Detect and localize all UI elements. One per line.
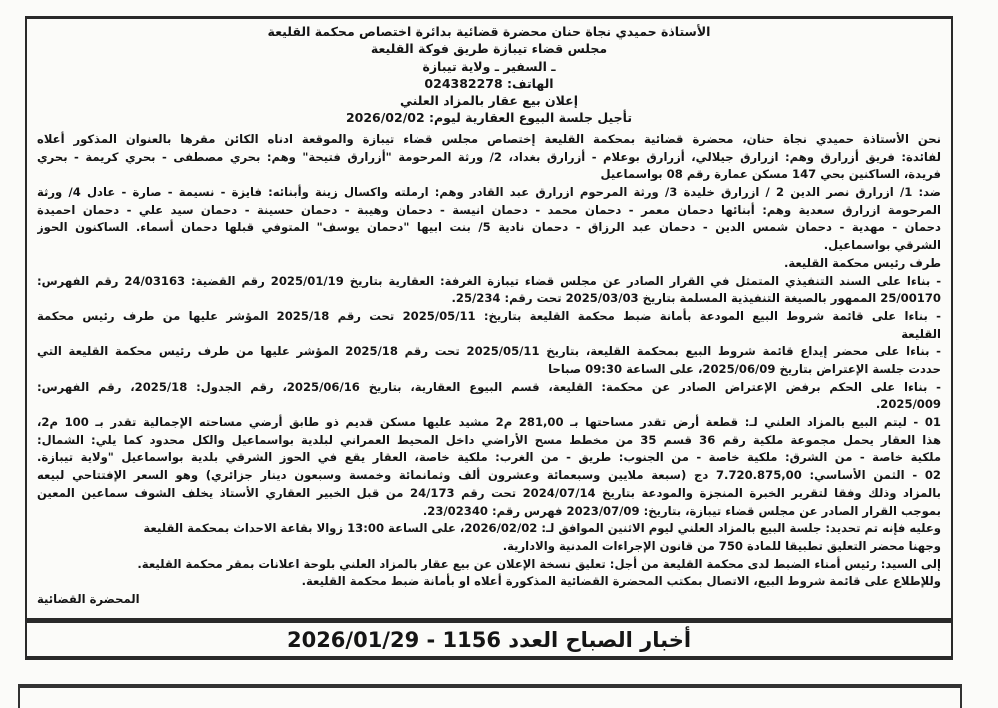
body-line: - بناءا على الحكم برفض الإعتراض الصادر عن محكمة: القليعة، قسم البيوع العقارية، بتاريخ 2025/06/16، رقم الجدول: 2025/18، رقم الفهرس: [37,379,941,394]
notice-header [27,23,951,127]
body-line: المرحومة ازرارق سعدية وهم: أبنائها دحمان معمر - دحمان محمد - دحمان انيسة - دحمان وهيبة - دحمان حسينة - دحمان سيد علي - دحمان احميدة [37,202,941,217]
body-line: بالمزاد وذلك وفقا لتقرير الخبرة المنجزة والمودعة بتاريخ 2024/07/14 تحت رقم 24/173 من قبل الخبير العقاري الأستاذ يخلف الشوف سماعين المعين [37,485,941,500]
body-line: 02 - الثمن الأساسي: 7.720.875,00 دج (سبعة ملايين وسبعمائة وعشرون ألف وثمانمائة وخمسة وسبعون دينار جزائري) وهو السعر الإفتتاحي لبيعه [37,468,941,483]
body-line: نحن الأستاذة حميدي نجاة حنان، محضرة قضائية بمحكمة القليعة إختصاص مجلس قضاء تيبازة والموقعة ادناه الكائن مقرها بالعنوان المذكور أعلاه [37,132,941,146]
body-line: 25/00170 الممهور بالصيغة التنفيذية المسلمة بتاريخ 2025/03/03 تحت رقم: 25/234. [451,291,941,306]
notice-subtitle: تأجيل جلسة البيوع العقارية ليوم: 2026/02/02 [345,110,633,126]
header-line: ـ السفير ـ ولاية تيبازة [422,58,556,74]
notice-title: إعلان بيع عقار بالمزاد العلني [400,93,578,109]
notice-body [37,131,941,609]
body-line: 01 - ليتم البيع بالمزاد العلني لـ: قطعة أرض تقدر مساحتها بـ 281,00 م2 مشيد عليها مسكن قديم ذو طابق أرضي مساحته الإجمالية تقدر بـ 100 م2، [37,415,941,430]
body-line: القليعة [901,326,941,341]
body-line: - بناءا على محضر إيداع قائمة شروط البيع بمحكمة القليعة، بتاريخ 2025/05/11 تحت رقم 2025/18 المؤشر عليها من طرف رئيس محكمة القليعة التي [37,344,941,359]
body-line: - بناءا على قائمة شروط البيع المودعة بأمانة ضبط محكمة القليعة بتاريخ: 2025/05/11 تحت رقم 2025/18 المؤشر عليها من طرف رئيس محكمة [37,308,941,323]
header-line: الهاتف: 024382278 [424,75,554,91]
body-line: طرف رئيس محكمة القليعة. [783,255,941,270]
body-line: حددت جلسة الإعتراض بتاريخ 2025/06/09، على الساعة 09:30 صباحا [548,362,941,377]
header-line: مجلس قضاء تيبازة طريق فوكة القليعة [370,41,608,57]
body-line: دحمان - مهدية - دحمان شمس الدين - دحمان عبد الرزاق - دحمان نادية 5/ بنت ابيها "دحمان يوسف" المتوفي قبلها دحمان أسماء. الساكنون الحوز [37,220,941,235]
body-line: 2025/009. [875,397,941,412]
body-line: الشرقي بواسماعيل. [823,238,941,253]
body-line: وعليه فإنه تم تحديد: جلسة البيع بالمزاد العلني ليوم الاثنين الموافق لـ: 2026/02/02، على الساعة 13:00 زوالا بقاعة الاحداث بمحكمة القليعة [143,521,941,536]
body-line: فريدة، الساكنين بحي 147 مسكن عمارة رقم 08 بواسماعيل [600,167,941,182]
body-line: هذا العقار يحمل مجموعة ملكية رقم 36 قسم 35 من مخطط مسح الأراضي داخل المحيط العمراني لبلدية بواسماعيل والكل محدود كما يلي: الشمال: [37,432,941,447]
body-line: إلى السيد: رئيس أمناء الضبط لدى محكمة القليعة من أجل: تعليق نسخة الإعلان عن بيع عقار بالمزاد العلني بلوحة اعلانات بمقر محكمة القليعة. [137,556,941,571]
signature-line: المحضرة القضائية [37,592,140,607]
newspaper-footer: أخبار الصباح العدد 1156 - 2026/01/29 [25,620,953,660]
header-line: الأستاذة حميدي نجاة حنان محضرة قضائية بدائرة اختصاص محكمة القليعة [267,24,711,39]
legal-notice-box [25,16,953,620]
body-line: وجهنا محضر التعليق تطبيقا للمادة 750 من قانون الإجراءات المدنية والادارية. [502,538,941,553]
body-line: لفائدة: فريق أزرارق وهم: ازرارق جيلالي، أزرارق بوعلام - أزرارق بغداد، 2/ ورثة المرحومة "أزرارق فتيحة" وهم: بحري مصطفى - بحري كريمة - بحري [37,149,941,164]
body-line: بموجب القرار الصادر عن مجلس قضاء تيبازة، بتاريخ: 2023/07/09 فهرس رقم: 23/02340. [422,503,941,518]
body-line: - بناءا على السند التنفيذي المتمثل في القرار الصادر عن مجلس قضاء تيبازة الغرفة: العقارية بتاريخ 2025/01/19 رقم القضية: 24/03163 رقم الفهرس: [37,273,941,288]
next-notice-box-edge [18,684,962,708]
body-line: ضد: 1/ ازرارق نصر الدين 2 / ازرارق خليدة 3/ ورثة المرحوم ازرارق عبد القادر وهم: ارملته واكسال زينة وأبنائه: فايزة - نسيمة - صارة - عادل 4/ ورثة [37,185,941,200]
body-line: ملكية خاصة - من الشرق: ملكية خاصة - من الجنوب: طريق - من الغرب: ملكية خاصة، العقار يقع في الحوز الشرقي بلدية بواسماعيل "ولاية تيبازة. [37,450,941,465]
body-line: وللإطلاع على قائمة شروط البيع، الاتصال بمكتب المحضرة القضائية المذكورة أعلاه او بأمانة ضبط محكمة القليعة. [301,574,941,589]
